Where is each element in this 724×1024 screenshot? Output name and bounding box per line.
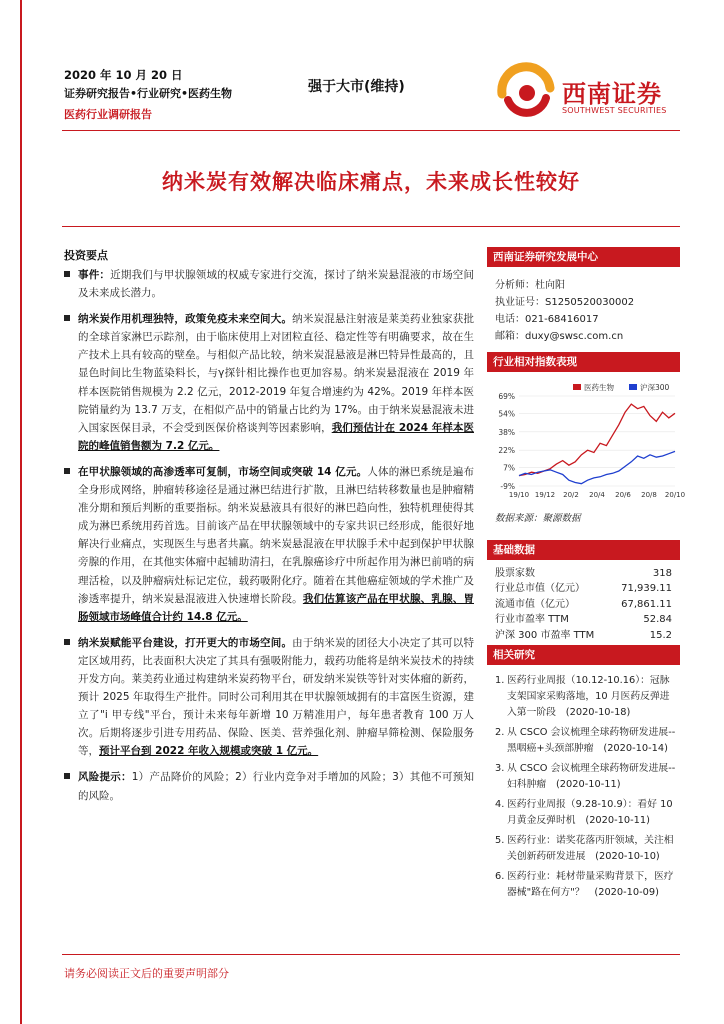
basic-data-panel bbox=[487, 540, 680, 643]
basic-data-value: 15.2 bbox=[649, 629, 672, 641]
index-perf-panel bbox=[487, 352, 680, 372]
index-perf-header: 行业相对指数表现 bbox=[487, 352, 680, 372]
related-item-text: 从 CSCO 会议梳理全球药物研发进展--黑咽癌+头颈部肿瘤 (2020-10-14) bbox=[507, 727, 676, 754]
x-tick-label: 20/6 bbox=[615, 491, 631, 499]
basic-data-label: 沪深 300 市盈率 TTM bbox=[495, 629, 595, 641]
x-tick-label: 19/10 bbox=[508, 491, 530, 499]
bullet-icon bbox=[64, 773, 70, 779]
y-tick-label: -9% bbox=[500, 482, 515, 491]
license-row bbox=[487, 294, 680, 311]
paragraph-text: 近期我们与甲状腺领域的权威专家进行交流，探讨了纳米炭悬混液的市场空间及未来成长潜力。 bbox=[78, 269, 474, 300]
research-center-panel bbox=[487, 247, 680, 345]
paragraph-text: 由于纳米炭的团径大小决定了其可以特定区域用药，比表面积大决定了其具有强吸附能力，载药功能将是纳米炭技术的持续开发方向。莱美药业通过构建纳米炭药物平台，研发纳米炭铁等针对实体瘤的新药，预计 2025 年取得生产批件。同时公司利用其在甲状腺领域拥有的丰富医生资源，建立了"i 甲专线"平台，预计未来每年新增 10 万精准用户，每年患者教育 100 万人次。后期将逐步引进专用药品、保险、医美、营养强化剂、肿瘤早筛检测、保险服务等， bbox=[78, 636, 475, 758]
email-row bbox=[487, 328, 680, 345]
industry-rating: 强于大市(维持) bbox=[308, 79, 405, 95]
summary-label: 投资要点 bbox=[64, 249, 108, 262]
x-tick-label: 20/8 bbox=[641, 491, 657, 499]
email-address: duxy@swsc.com.cn bbox=[525, 331, 624, 342]
related-research-panel bbox=[487, 645, 680, 905]
summary-body bbox=[64, 266, 474, 813]
phone-label: 电话： bbox=[495, 314, 525, 325]
logo-subtitle: SOUTHWEST SECURITIES bbox=[562, 106, 667, 115]
legend-swatch bbox=[573, 384, 581, 390]
related-item-text: 从 CSCO 会议梳理全球药物研发进展--妇科肿瘤 (2020-10-11) bbox=[507, 763, 676, 790]
related-item[interactable] bbox=[487, 761, 680, 793]
chart-source: 数据来源：聚源数据 bbox=[495, 513, 581, 524]
x-tick-label: 20/2 bbox=[563, 491, 579, 499]
summary-paragraph bbox=[64, 463, 474, 626]
y-tick-label: 22% bbox=[498, 446, 515, 456]
analyst-name: 杜向阳 bbox=[535, 280, 565, 291]
summary-paragraph bbox=[64, 266, 474, 302]
related-item-number: 2. bbox=[495, 727, 505, 738]
basic-data-header: 基础数据 bbox=[487, 540, 680, 560]
analyst-row bbox=[487, 277, 680, 294]
basic-data-row bbox=[487, 581, 680, 596]
report-date: 2020 年 10 月 20 日 bbox=[64, 68, 183, 82]
related-item[interactable] bbox=[487, 833, 680, 865]
header-divider bbox=[62, 130, 680, 131]
bullet-icon bbox=[64, 639, 70, 645]
report-type: 证券研究报告•行业研究•医药生物 bbox=[64, 87, 233, 100]
basic-data-row bbox=[487, 628, 680, 643]
related-item-text: 医药行业：诺奖花落丙肝领域，关注相关创新药研发进展 (2020-10-10) bbox=[507, 835, 674, 862]
x-tick-label: 20/10 bbox=[664, 491, 686, 499]
related-item-text: 医药行业周报（9.28-10.9）：看好 10 月黄金反弹时机 (2020-10-11) bbox=[507, 799, 673, 826]
left-margin-rule bbox=[20, 0, 22, 1024]
related-item[interactable] bbox=[487, 869, 680, 901]
related-item[interactable] bbox=[487, 797, 680, 829]
report-title: 纳米炭有效解决临床痛点，未来成长性较好 bbox=[162, 170, 580, 194]
paragraph-text: 纳米炭混悬注射液是莱美药业独家获批的全球首家淋巴示踪剂，由于临床使用上对团粒直径、稳定性等有明确要求，故在生产技术上具有较高的壁垒。与相似产品比较，纳米炭混悬液是淋巴特异性最高的，且显色时间比生物蓝染料长，与γ探针相比操作也更加容易。纳米炭悬混液在 2019 年样本医院销售规模为 2.2 亿元，2012-2019 年复合增速约为 42%。2019 年样本医院销量约为 13.7 万支，在相似产品中的销量占比约为 17%。由于纳米炭悬混液未进入国家医保目录，不会受到医保价格谈判等因素影响， bbox=[78, 313, 475, 434]
basic-data-row bbox=[487, 612, 680, 627]
summary-paragraph bbox=[64, 310, 474, 455]
related-item-number: 3. bbox=[495, 763, 505, 774]
paragraph-lead: 风险提示： bbox=[78, 771, 132, 784]
basic-data-label: 行业市盈率 TTM bbox=[495, 614, 569, 626]
legend-label: 沪深300 bbox=[640, 383, 670, 392]
basic-data-value: 71,939.11 bbox=[621, 583, 672, 595]
basic-data-row bbox=[487, 597, 680, 612]
basic-data-row bbox=[487, 566, 680, 581]
y-tick-label: 38% bbox=[498, 427, 515, 437]
legend-swatch bbox=[629, 384, 637, 390]
bullet-icon bbox=[64, 315, 70, 321]
title-divider bbox=[62, 226, 680, 227]
basic-data-label: 股票家数 bbox=[495, 568, 535, 579]
related-item-number: 6. bbox=[495, 871, 505, 882]
y-tick-label: 7% bbox=[503, 463, 515, 473]
index-line-chart bbox=[487, 378, 686, 506]
analyst-label: 分析师： bbox=[495, 280, 535, 291]
email-label: 邮箱： bbox=[495, 331, 525, 342]
y-tick-label: 54% bbox=[498, 409, 515, 419]
license-label: 执业证号： bbox=[495, 297, 545, 308]
series-line-pharma bbox=[519, 404, 675, 476]
phone-row bbox=[487, 311, 680, 328]
basic-data-label: 行业总市值（亿元） bbox=[495, 583, 585, 595]
basic-data-label: 流通市值（亿元） bbox=[495, 598, 575, 610]
license-number: S1250520030002 bbox=[545, 297, 635, 308]
paragraph-conclusion: 我们预估计在 2024 年样本医院的峰值销售额为 7.2 亿元。 bbox=[78, 421, 474, 452]
related-research-header: 相关研究 bbox=[487, 645, 680, 665]
summary-paragraph bbox=[64, 768, 474, 804]
basic-data-value: 318 bbox=[652, 568, 672, 579]
logo-mark-icon bbox=[496, 60, 558, 120]
related-item-text: 医药行业：耗材带量采购背景下，医疗器械"路在何方"？ (2020-10-09) bbox=[507, 871, 674, 898]
basic-data-value: 67,861.11 bbox=[621, 598, 672, 610]
related-item-text: 医药行业周报（10.12-10.16）：冠脉支架国家采购落地，10 月医药反弹进入第一阶段 (2020-10-18) bbox=[507, 675, 670, 718]
related-item-number: 1. bbox=[495, 675, 505, 686]
x-tick-label: 19/12 bbox=[534, 491, 556, 499]
bullet-icon bbox=[64, 271, 70, 277]
related-item-number: 4. bbox=[495, 799, 505, 810]
related-item[interactable] bbox=[487, 725, 680, 757]
footer-divider bbox=[62, 954, 680, 955]
legend-label: 医药生物 bbox=[584, 383, 614, 392]
paragraph-text: 人体的淋巴系统是遍布全身形成网络，肿瘤转移途径是通过淋巴结进行扩散，且淋巴结转移数量也是肿瘤精准分期和预后判断的重要指标。纳米炭悬液具有很好的淋巴趋向性，独特机理使得其成为淋巴系统用药首选。目前该产品在甲状腺领域中的专家共识已经形成，能很好地解决行业痛点，实现医生与患者共赢。纳米炭悬混液在甲状腺手术中起到保护甲状腺旁腺的作用，在其他实体瘤中起辅助清扫，在乳腺癌诊疗中所起作用为淋巴前哨的病理活检，以及肿瘤病灶标记定位，载药吸附化疗。随着在其他癌症领域的学术推广及渗透率提升，纳米炭悬混液进入快速增长阶段。 bbox=[78, 465, 475, 605]
summary-paragraph bbox=[64, 634, 474, 761]
report-category: 医药行业调研报告 bbox=[64, 108, 152, 121]
y-tick-label: 69% bbox=[498, 392, 515, 401]
paragraph-lead: 纳米炭作用机理独特，政策免疫未来空间大。 bbox=[78, 313, 293, 326]
research-center-header: 西南证券研究发展中心 bbox=[487, 247, 680, 267]
footer-disclaimer: 请务必阅读正文后的重要声明部分 bbox=[64, 967, 229, 980]
basic-data-value: 52.84 bbox=[643, 614, 672, 626]
paragraph-conclusion: 预计平台到 2022 年收入规模或突破 1 亿元。 bbox=[99, 745, 319, 758]
x-tick-label: 20/4 bbox=[589, 491, 605, 499]
logo-name: 西南证券 bbox=[562, 80, 662, 108]
phone-number: 021-68416017 bbox=[525, 314, 599, 325]
related-item-number: 5. bbox=[495, 835, 505, 846]
paragraph-lead: 事件： bbox=[78, 269, 111, 281]
related-item[interactable] bbox=[487, 673, 680, 721]
paragraph-lead: 纳米炭赋能平台建设，打开更大的市场空间。 bbox=[78, 636, 293, 649]
index-chart-container bbox=[487, 378, 686, 506]
paragraph-text: 1）产品降价的风险；2）行业内竞争对手增加的风险；3）其他不可预知的风险。 bbox=[78, 771, 475, 802]
bullet-icon bbox=[64, 468, 70, 474]
paragraph-lead: 在甲状腺领域的高渗透率可复制，市场空间或突破 14 亿元。 bbox=[78, 465, 368, 478]
paragraph-conclusion: 我们估算该产品在甲状腺、乳腺、胃肠领域市场峰值合计约 14.8 亿元。 bbox=[78, 592, 474, 623]
